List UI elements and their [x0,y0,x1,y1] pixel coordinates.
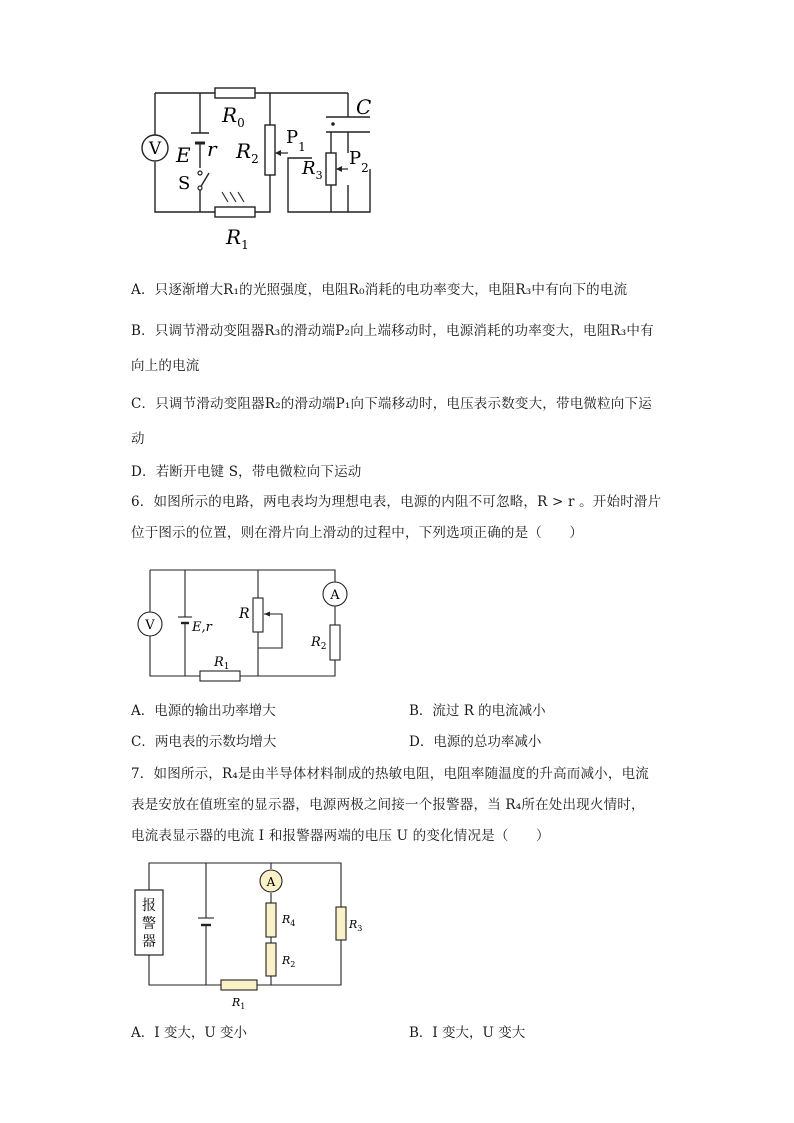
r4-thermistor [266,903,276,937]
q7-circuit-diagram [130,855,370,1015]
q5-option-d: D．若断开电键 S，带电微粒向下运动 [131,464,362,480]
q7-stem-line2: 表是安放在值班室的显示器，电源两极之间接一个报警器，当 R₄所在处出现火情时， [131,797,645,813]
battery-label: E,r [192,620,212,635]
r1-resistor [221,980,257,990]
r2-rheostat [265,125,275,175]
r2-label: $R_2$ [236,139,259,166]
rheostat-r [253,598,263,632]
r2-label: $R_2$ [282,954,296,969]
emf-label: E [176,143,191,167]
q7-option-a: A．I 变大，U 变小 [131,1025,248,1041]
q7-stem-line1: 7．如图所示，R₄是由半导体材料制成的热敏电阻，电阻率随温度的升高而减小，电流 [131,766,649,782]
r2-label: $R_2$ [311,635,327,652]
r2-resistor [266,943,276,976]
q6-option-b: B．流过 R 的电流减小 [409,703,546,719]
r3-resistor [336,907,346,940]
p2-label: $P_2$ [349,148,369,175]
internal-resistance-label: r [207,137,217,161]
r1-photoresistor [215,207,255,217]
q5-option-a: A．只逐渐增大R₁的光照强度，电阻R₀消耗的电功率变大，电阻R₃中有向下的电流 [131,282,628,298]
alarm-char-1: 报 [142,898,156,914]
q6-circuit-diagram [130,560,360,685]
r3-rheostat [326,153,336,185]
voltmeter-label: V [145,618,155,633]
q7-stem-line3: 电流表显示器的电流 I 和报警器两端的电压 U 的变化情况是（ ） [131,828,550,844]
r2-resistor [330,625,340,660]
q5-circuit-diagram [130,80,390,255]
r0-resistor [215,88,255,98]
r0-label: $R_0$ [222,103,245,130]
q6-option-d: D．电源的总功率减小 [409,734,542,750]
p1-label: $P_1$ [286,127,306,154]
ammeter-label: A [266,875,276,889]
r1-resistor [200,671,240,681]
q6-stem-line1: 6．如图所示的电路，两电表均为理想电表，电源的内阻不可忽略，R > r 。开始时滑片 [131,494,662,510]
capacitor-label: C [356,95,372,119]
q5-option-b-line1: B．只调节滑动变阻器R₃的滑动端P₂向上端移动时，电源消耗的功率变大，电阻R₃中有 [131,323,654,339]
q6-option-a: A．电源的输出功率增大 [131,703,276,719]
rheostat-label: R [239,606,250,622]
alarm-char-3: 器 [142,934,156,950]
q6-stem-line2: 位于图示的位置，则在滑片向上滑动的过程中，下列选项正确的是（ ） [131,525,584,541]
r1-label: $R_1$ [214,655,230,672]
alarm-char-2: 警 [142,916,156,932]
r1-label: $R_1$ [232,996,246,1011]
r1-label: $R_1$ [226,225,249,252]
ammeter-label: A [330,588,340,603]
voltmeter-label: V [148,139,162,159]
r3-label: $R_3$ [302,158,323,182]
r3-label: $R_3$ [349,918,363,933]
r4-label: $R_4$ [282,913,296,928]
q6-option-c: C．两电表的示数均增大 [131,734,277,750]
switch-label: S [178,173,191,194]
q7-option-b: B．I 变大，U 变大 [409,1025,526,1041]
q5-option-c-line1: C．只调节滑动变阻器R₂的滑动端P₁向下端移动时，电压表示数变大，带电微粒向下运 [131,396,652,412]
q5-option-c-line2: 动 [131,431,145,447]
q5-option-b-line2: 向上的电流 [131,358,200,374]
